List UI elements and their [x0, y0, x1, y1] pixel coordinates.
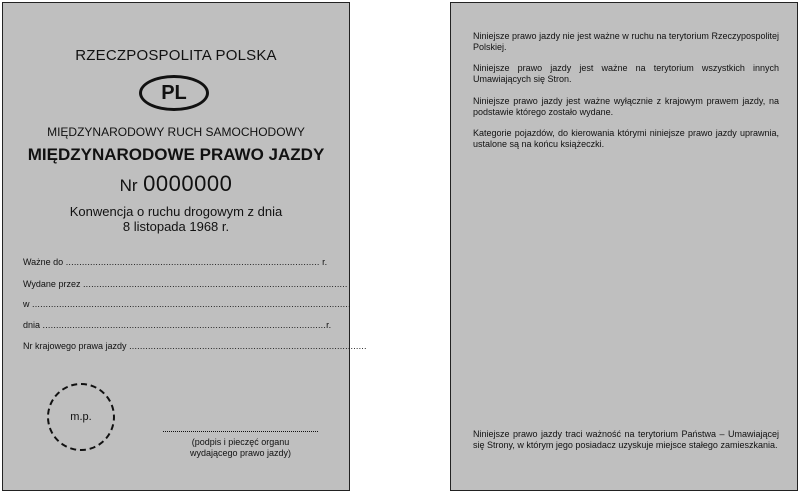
field-place[interactable]: [23, 299, 351, 311]
convention-text: [3, 204, 349, 234]
signature-caption-line-1: (podpis i pieczęć organu: [191, 437, 290, 447]
field-label: Nr krajowego prawa jazdy: [23, 341, 127, 351]
notice-not-valid-poland: Niniejsze prawo jazdy nie jest ważne w ruchu na terytorium Rzeczypospolitej Polskiej.: [473, 31, 779, 52]
field-valid-until[interactable]: [23, 257, 331, 269]
signature-caption-line-2: wydającego prawo jazdy): [189, 448, 292, 458]
field-date[interactable]: [23, 320, 331, 332]
official-stamp-area: m.p.: [47, 383, 115, 451]
permit-number-prefix: Nr: [119, 176, 138, 195]
left-page: [2, 2, 367, 491]
traffic-heading: MIĘDZYNARODOWY RUCH SAMOCHODOWY: [47, 125, 305, 139]
permit-number: 0000000: [143, 171, 233, 196]
field-label: dnia: [23, 320, 41, 330]
field-dots: ......................................................................................................................: [32, 299, 351, 309]
field-label: Ważne do: [23, 257, 64, 267]
field-dots: ..................................................................................................: [82, 279, 348, 289]
right-page: [450, 2, 798, 491]
convention-line-2: 8 listopada 1968 r.: [122, 219, 230, 234]
permit-title: MIĘDZYNARODOWE PRAWO JAZDY: [27, 145, 325, 164]
field-suffix: r.: [326, 320, 332, 330]
convention-line-1: Konwencja o ruchu drogowym z dnia: [69, 204, 283, 219]
field-national-license-number[interactable]: [23, 341, 367, 353]
field-label: Wydane przez: [23, 279, 81, 289]
notice-vehicle-categories: Kategorie pojazdów, do kierowania którymi niniejsze prawo jazdy uprawnia, ustalone są na końcu książeczki.: [473, 128, 779, 149]
field-dots: ..............................................................................................: [65, 257, 320, 267]
signature-caption: [163, 437, 318, 459]
field-dots: .........................................................................................................: [42, 320, 327, 330]
notice-valid-contracting-parties: Niniejsze prawo jazdy jest ważne na terytorium wszystkich innych Umawiających się Stron.: [473, 63, 779, 84]
country-name: RZECZPOSPOLITA POLSKA: [75, 47, 277, 64]
signature-line[interactable]: [163, 431, 318, 432]
permit-number-line: [3, 171, 349, 197]
field-suffix: r.: [319, 257, 328, 267]
notice-valid-with-national-license: Niniejsze prawo jazdy jest ważne wyłącznie z krajowym prawem jazdy, na podstawie którego zostało wydane.: [473, 96, 779, 117]
field-label: w: [23, 299, 30, 309]
country-code-oval: PL: [139, 75, 209, 111]
field-dots: ........................................................................................: [129, 341, 367, 351]
notice-loss-of-validity: Niniejsze prawo jazdy traci ważność na terytorium Państwa – Umawiającej się Strony, w którym jego posiadacz uzyskuje miejsce stałego zamieszkania.: [473, 429, 779, 450]
field-issued-by[interactable]: [23, 279, 348, 291]
